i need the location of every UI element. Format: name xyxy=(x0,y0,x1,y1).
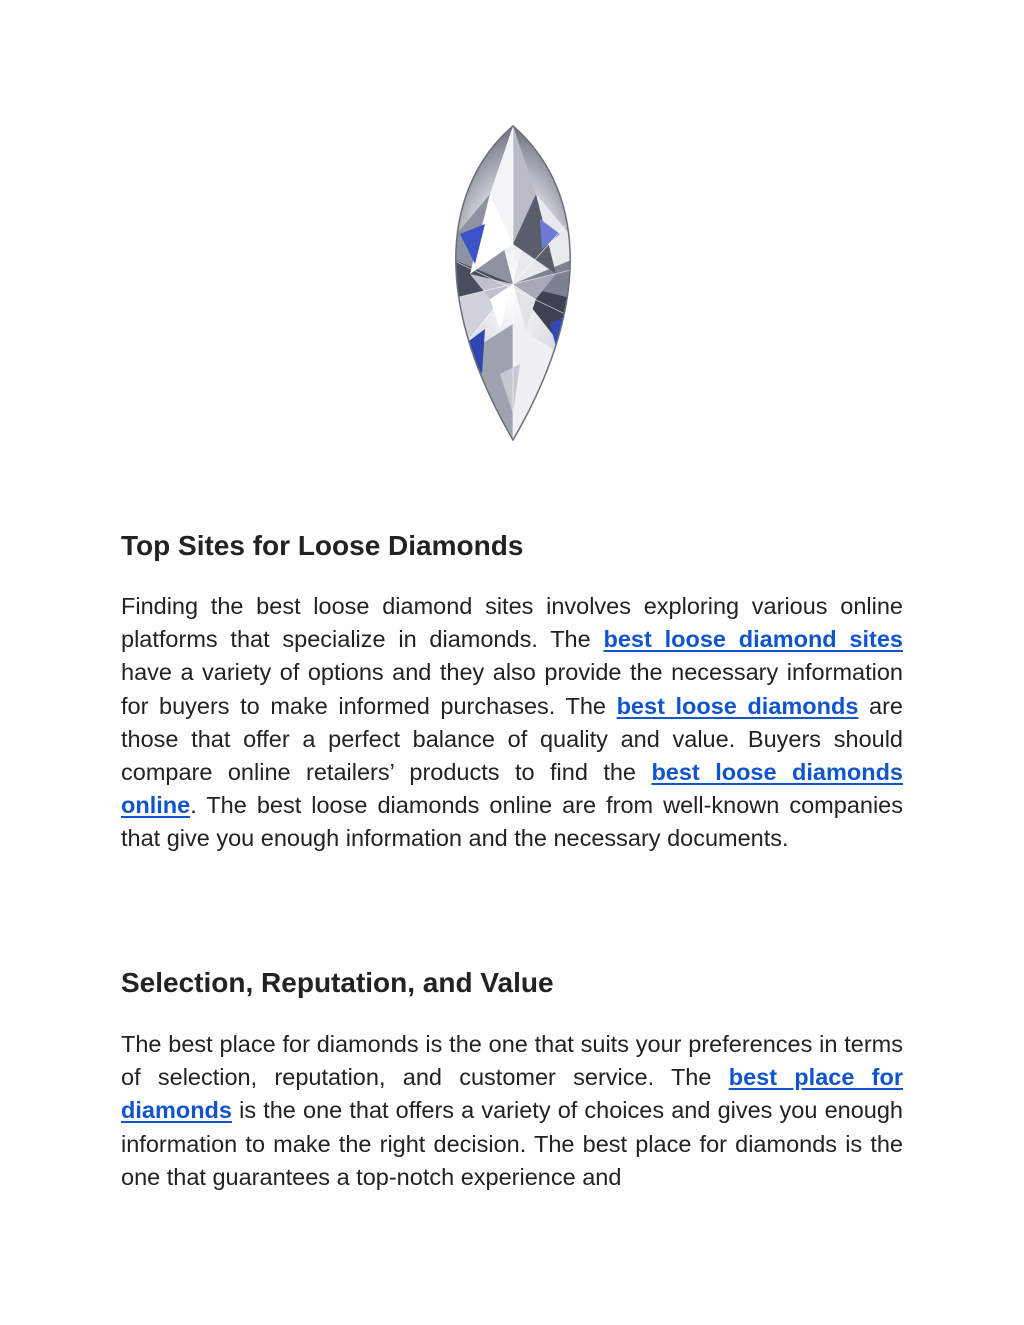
link-best-loose-diamonds-online[interactable]: best loose diamonds online xyxy=(121,759,903,819)
section-heading-top-sites: Top Sites for Loose Diamonds xyxy=(121,530,524,561)
paragraph-text: Finding the best loose diamond sites involves exploring various online platforms that specialize in diamonds. The xyxy=(121,593,903,653)
link-best-place-for-diamonds[interactable]: best place for diamonds xyxy=(121,1064,904,1124)
paragraph-text: is the one that offers a variety of choices and gives you enough information to make the right decision. The best place for diamonds is the one that guarantees a top-notch experience and xyxy=(121,1097,903,1190)
paragraph-text: are those that offer a perfect balance of quality and value. Buyers should compare online retailers’ products to find the xyxy=(121,692,903,786)
section-paragraph-top-sites xyxy=(121,590,903,856)
paragraph-text: . The best loose diamonds online are from well-known companies that give you enough information and the necessary documents. xyxy=(121,792,903,852)
diamond-icon xyxy=(430,124,596,442)
paragraph-text: have a variety of options and they also provide the necessary information for buyers to make informed purchases. The xyxy=(121,659,903,719)
section-heading-selection: Selection, Reputation, and Value xyxy=(121,967,554,998)
paragraph-text: The best place for diamonds is the one that suits your preferences in terms of selection, reputation, and customer service. The xyxy=(121,1031,903,1091)
section-paragraph-selection xyxy=(121,1028,903,1194)
link-best-loose-diamond-sites[interactable]: best loose diamond sites xyxy=(603,626,903,653)
marquise-diamond-image xyxy=(430,124,596,442)
link-best-loose-diamonds[interactable]: best loose diamonds xyxy=(616,692,859,719)
